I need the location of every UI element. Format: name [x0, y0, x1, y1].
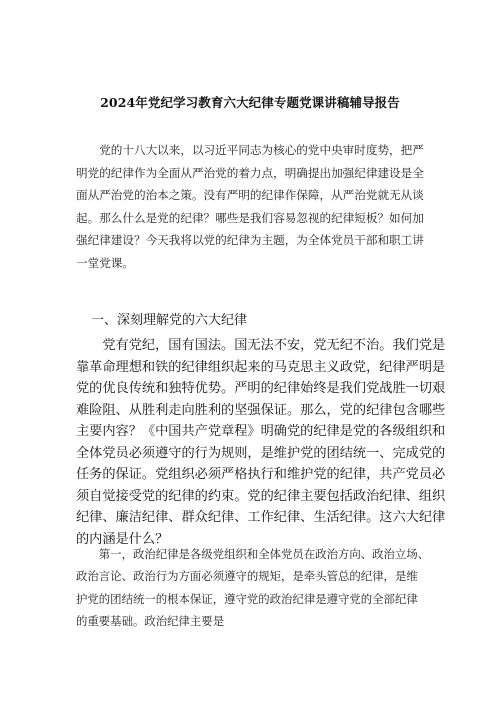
section1-line: 任务的保证。党组织必须严格执行和维护党的纪律，共产党员必 [76, 467, 446, 482]
section1-line: 纪律、廉洁纪律、群众纪律、工作纪律、生活纪律。这六大纪律 [76, 510, 446, 525]
section-heading: 一、深刻理解党的六大纪律 [91, 313, 248, 328]
intro-line: 面从严治党的治本之策。没有严明的纪律作保障，从严治党就无从谈 [76, 188, 424, 202]
intro-line: 强纪律建设？今天我将以党的纪律为主题，为全体党员干部和职工讲 [76, 233, 424, 247]
section2-line: 护党的团结统一的根本保证，遵守党的政治纪律是遵守党的全部纪律 [76, 591, 418, 606]
section1-paragraph [76, 335, 446, 550]
section1-line: 的内涵是什么？ [76, 531, 169, 547]
section1-line: 难险阻、从胜利走向胜利的坚强保证。那么，党的纪律包含哪些 [76, 402, 446, 418]
section1-line: 全体党员必须遵守的行为规则，是维护党的团结统一、完成党的 [76, 445, 446, 461]
section1-line: 须自觉接受党的纪律的约束。党的纪律主要包括政治纪律、组织 [76, 488, 446, 504]
intro-paragraph [76, 139, 432, 274]
section1-line: 主要内容？《中国共产党章程》明确党的纪律是党的各级组织和 [76, 424, 446, 439]
section1-line: 党有党纪，国有国法。国无法不安，党无纪不治。我们党是 [76, 338, 446, 353]
document-title: 2024年党纪学习教育六大纪律专题党课讲稿辅导报告 [100, 95, 400, 110]
section2-line: 政治言论、政治行为方面必须遵守的规矩，是牵头管总的纪律，是维 [76, 569, 418, 584]
intro-line: 明党的纪律作为全面从严治党的着力点，明确提出加强纪律建设是全 [76, 165, 424, 180]
section2-line: 第一，政治纪律是各级党组织和全体党员在政治方向、政治立场、 [76, 547, 430, 561]
intro-line: 起。那么什么是党的纪律？哪些是我们容易忽视的纪律短板？如何加 [76, 210, 424, 225]
intro-line: 一堂党课。 [76, 255, 134, 270]
section1-line: 靠革命理想和铁的纪律组织起来的马克思主义政党，纪律严明是 [76, 359, 446, 375]
section1-line: 党的优良传统和独特优势。严明的纪律始终是我们党战胜一切艰 [76, 381, 446, 396]
section2-line: 的重要基础。政治纪律主要是 [76, 613, 225, 628]
intro-line: 党的十八大以来，以习近平同志为核心的党中央审时度势，把严 [76, 143, 424, 157]
section2-paragraph [76, 543, 436, 632]
